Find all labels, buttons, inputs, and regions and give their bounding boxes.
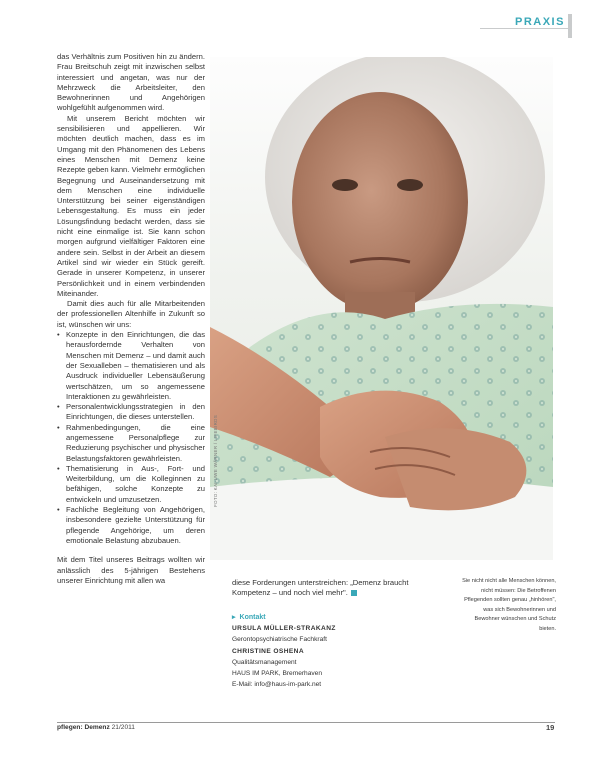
triangle-right-icon: ▸ (232, 614, 236, 621)
contact-title-label: Kontakt (239, 614, 266, 621)
contact-line: Qualitätsmanagement (232, 658, 297, 666)
paragraph: Mit dem Titel unseres Beitrags wollten wir anlässlich des 5-jährigen Bestehens unserer Einrichtung mit allen wa (57, 555, 205, 585)
list-item: • Thematisierung in Aus-, Fort- und Weiterbildung, um die Kolleginnen zu befähigen, solche Konzepte zu entwickeln und umzusetzen. (57, 464, 205, 505)
demand-list (57, 330, 205, 546)
contact-email: E-Mail: info@haus-im-park.net (232, 681, 322, 689)
footer-publication (57, 724, 135, 731)
contact-line: URSULA MÜLLER-STRAKANZ (232, 625, 336, 633)
photo-illustration (210, 57, 553, 560)
paragraph: Mit unserem Bericht möchten wir sensibilisieren und appellieren. Wir möchten deutlich machen, dass es im Umgang mit den Phänomenen des Lebens eines Menschen mit Demenz keine Rezepte geben kann. Vielmehr ermöglichen Begegnung und Auseinandersetzung mit dem Menschen eine individuelle Unterstützung bei seiner eigenständigen Lebensgestaltung. Es muss ein jeder Lösungsfindung bedacht werden, dass sie nicht eine einmalige ist. Sie kann schon morgen aufgrund vielfältiger Faktoren eine andere sein. Selbst in der Arbeit an diesem Artikel sind wir wieder ein Stück gereift. Gerade in unserer Kompetenz, in unserer Persönlichkeit und in einem verbindenden Miteinander. (57, 113, 205, 298)
header-rule (480, 28, 568, 29)
section-label: PRAXIS (515, 16, 565, 28)
photo-credit: FOTO: KAI-UWE WÄRNER / LIFEBIRDS (213, 415, 218, 508)
list-item: • Rahmenbedingungen, die eine angemessene Personalpflege zur Reduzierung psychischer und physischer Belastungsfaktoren gewährleisten. (57, 423, 205, 464)
article-photo (210, 57, 553, 560)
body-column-left (57, 52, 205, 586)
contact-box (232, 612, 432, 690)
list-item: • Konzepte in den Einrichtungen, die das herausfordernde Verhalten von Menschen mit Demenz – und damit auch der Sexualleben – thematisieren und als Ausdruck individueller Lebensäußerung wertschätzen, um so angemessene Interaktionen zu gewährleisten. (57, 330, 205, 402)
contact-line: CHRISTINE OSHENA (232, 647, 304, 655)
paragraph: diese Forderungen unterstreichen: „Demenz braucht Kompetenz – und noch viel mehr". (232, 578, 409, 598)
issue-number: 21/2011 (111, 724, 135, 731)
footer-rule (57, 722, 555, 723)
contact-line: HAUS IM PARK, Bremerhaven (232, 670, 323, 678)
paragraph: das Verhältnis zum Positiven hin zu ändern. Frau Breitschuh zeigt mit inzwischen selbst interessiert und angetan, was nur der Mehrzweck die Arbeitsleiter, den Bewohnerinnen und Angehörigen wohlgefühlt aufgenommen wird. (57, 52, 205, 113)
header-bar (568, 14, 572, 38)
page-number: 19 (546, 723, 555, 732)
end-mark-icon (351, 590, 357, 596)
body-column-right (232, 578, 420, 599)
paragraph: Damit dies auch für alle Mitarbeitenden der professionellen Altenhilfe in Zukunft so ist, wünschen wir uns: (57, 299, 205, 329)
photo-caption: Sie nicht nicht alle Menschen können, nicht müssen: Die Betroffenen Pflegenden sollten genau „hinhören", was sich Bewohnerinnen und Bewohner wünschen und Schutz bieten. (462, 578, 556, 632)
contact-line: Gerontopsychiatrische Fachkraft (232, 636, 327, 644)
list-item: • Personalentwicklungsstrategien in den Einrichtungen, die dieses unterstellen. (57, 402, 205, 423)
list-item: • Fachliche Begleitung von Angehörigen, insbesondere gezielte Unterstützung für pflegende Angehörige, um deren emotionale Belastung abzubauen. (57, 505, 205, 546)
publication-name: pflegen: Demenz (57, 724, 110, 731)
contact-title (232, 612, 432, 623)
